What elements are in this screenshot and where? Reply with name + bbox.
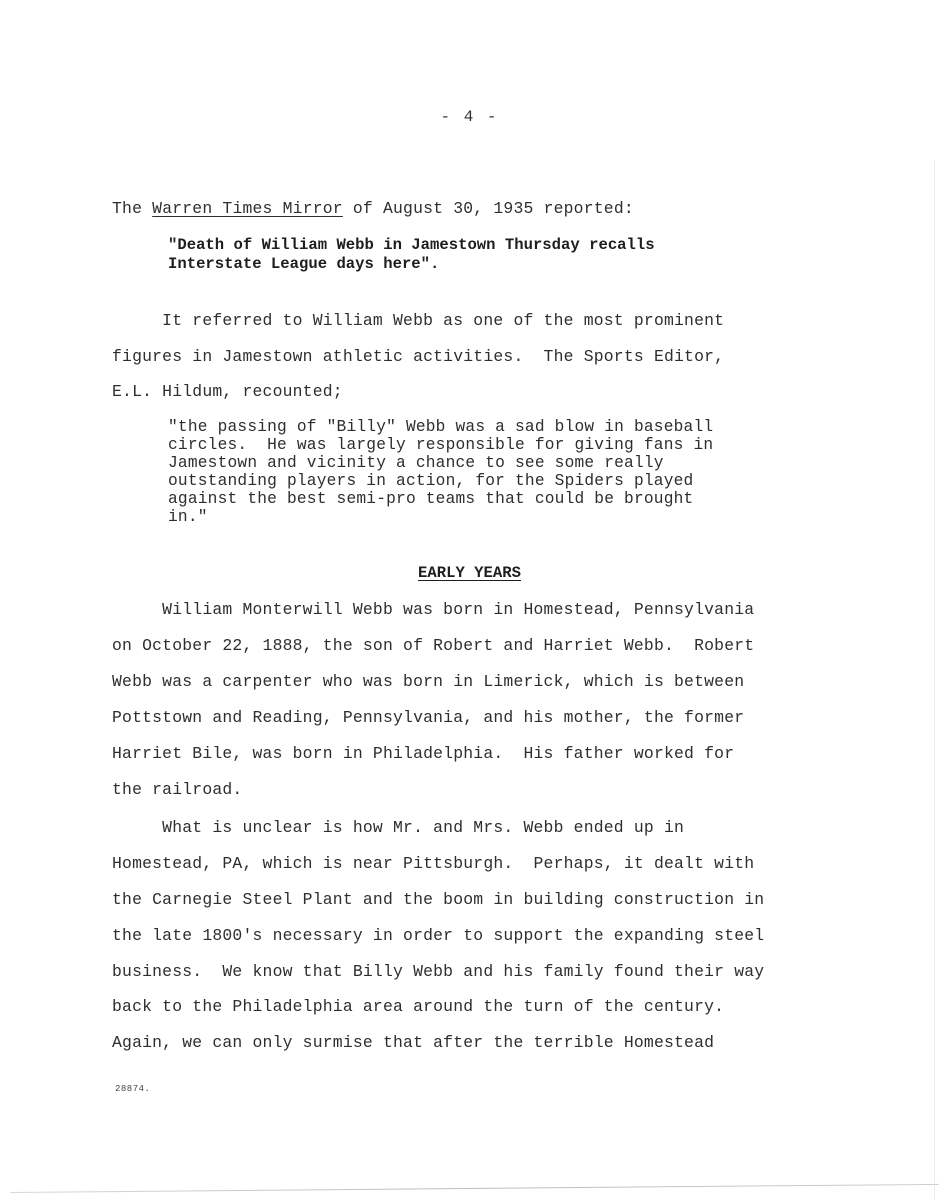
paragraph-line: Pottstown and Reading, Pennsylvania, and his mother, the former [112,708,745,727]
paragraph-line: the Carnegie Steel Plant and the boom in building construction in [112,890,765,909]
quote-line: circles. He was largely responsible for giving fans in [168,436,714,454]
publication-title: Warren Times Mirror [152,199,343,218]
quote-line: in." [168,508,208,526]
paragraph-line: William Monterwill Webb was born in Homestead, Pennsylvania [112,600,755,619]
quote-line: Jamestown and vicinity a chance to see some really [168,454,664,472]
paragraph-line: figures in Jamestown athletic activities. The Sports Editor, [112,347,725,366]
paragraph-line: on October 22, 1888, the son of Robert and Harriet Webb. Robert [112,636,755,655]
footer-document-code: 28874. [115,1084,151,1094]
intro-line [112,199,634,218]
scan-edge-bottom [10,1184,939,1193]
scan-edge-right [934,160,935,1200]
quote-line: against the best semi-pro teams that could be brought [168,490,694,508]
headline-line: Interstate League days here". [168,255,440,273]
paragraph-line: Again, we can only surmise that after the terrible Homestead [112,1033,715,1052]
paragraph-line: It referred to William Webb as one of the most prominent [112,311,725,330]
paragraph-line: E.L. Hildum, recounted; [112,382,343,401]
paragraph-line: business. We know that Billy Webb and his family found their way [112,962,765,981]
quote-line: "the passing of "Billy" Webb was a sad blow in baseball [168,418,714,436]
headline-line: "Death of William Webb in Jamestown Thursday recalls [168,236,655,254]
intro-prefix: The [112,199,153,218]
paragraph-line: the railroad. [112,780,243,799]
paragraph-line: Harriet Bile, was born in Philadelphia. His father worked for [112,744,735,763]
paragraph-line: Webb was a carpenter who was born in Limerick, which is between [112,672,745,691]
paragraph-line: Homestead, PA, which is near Pittsburgh. Perhaps, it dealt with [112,854,755,873]
quote-line: outstanding players in action, for the Spiders played [168,472,694,490]
intro-suffix: of August 30, 1935 reported: [342,199,634,218]
section-heading: EARLY YEARS [418,564,521,582]
paragraph-line: What is unclear is how Mr. and Mrs. Webb ended up in [112,818,685,837]
paragraph-line: back to the Philadelphia area around the turn of the century. [112,997,725,1016]
paragraph-line: the late 1800's necessary in order to support the expanding steel [112,926,765,945]
page-number: - 4 - [440,108,499,126]
